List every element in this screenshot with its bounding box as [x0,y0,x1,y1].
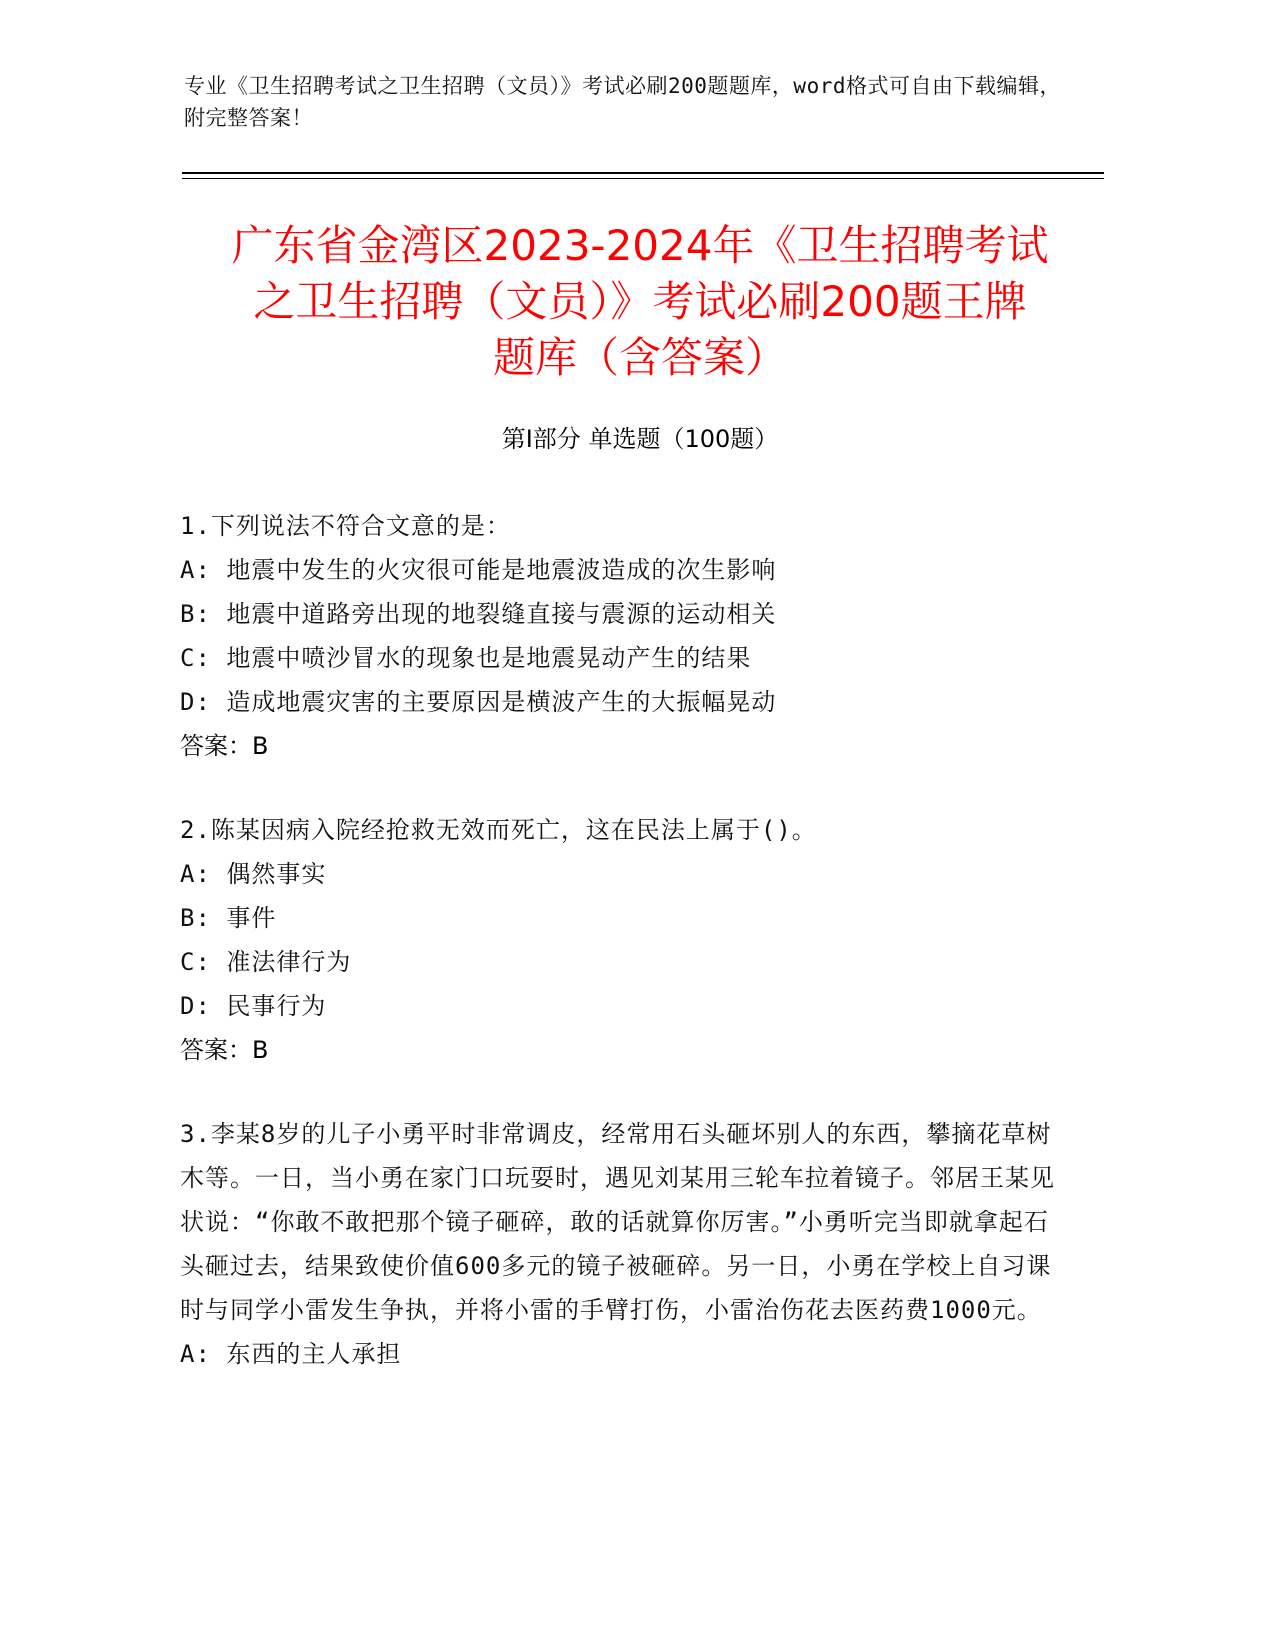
header-divider-thick [182,172,1104,174]
question-list [180,504,1060,1416]
option-a: A: 地震中发生的火灾很可能是地震波造成的次生影响 [180,556,777,584]
option-d: D: 造成地震灾害的主要原因是横波产生的大振幅晃动 [180,688,777,716]
answer: 答案：B [180,1036,269,1064]
option-c: C: 地震中喷沙冒水的现象也是地震晃动产生的结果 [180,644,752,672]
option-a: A: 偶然事实 [180,860,327,888]
question-2 [180,808,1060,1072]
title-line-3: 题库（含答案） [492,333,787,382]
option-d: D: 民事行为 [180,992,327,1020]
question-1 [180,504,1060,768]
option-a: A: 东西的主人承担 [180,1340,402,1368]
section-heading: 第Ⅰ部分 单选题（100题） [501,425,779,453]
question-stem: 2.陈某因病入院经抢救无效而死亡，这在民法上属于()。 [180,816,817,844]
title-line-2: 之卫生招聘（文员）》考试必刷200题王牌 [253,277,1027,326]
question-3 [180,1112,1060,1376]
question-stem: 3.李某8岁的儿子小勇平时非常调皮，经常用石头砸坏别人的东西，攀摘花草树木等。一日，当小勇在家门口玩耍时，遇见刘某用三轮车拉着镜子。邻居王某见状说：“你敢不敢把那个镜子砸碎，敢的话就算你厉害。”小勇听完当即就拿起石头砸过去，结果致使价值600多元的镜子被砸碎。另一日，小勇在学校上自习课时与同学小雷发生争执，并将小雷的手臂打伤，小雷治伤花去医药费1000元。 [180,1120,1055,1324]
option-b: B: 事件 [180,904,277,932]
header-divider-thin [182,178,1104,179]
answer: 答案：B [180,732,269,760]
option-b: B: 地震中道路旁出现的地裂缝直接与震源的运动相关 [180,600,777,628]
document-title [180,218,1100,386]
header-note: 专业《卫生招聘考试之卫生招聘（文员）》考试必刷200题题库，word格式可自由下载编辑，附完整答案！ [184,74,1061,130]
question-stem: 1.下列说法不符合文意的是： [180,512,511,540]
title-line-1: 广东省金湾区2023-2024年《卫生招聘考试 [231,221,1049,270]
option-c: C: 准法律行为 [180,948,352,976]
